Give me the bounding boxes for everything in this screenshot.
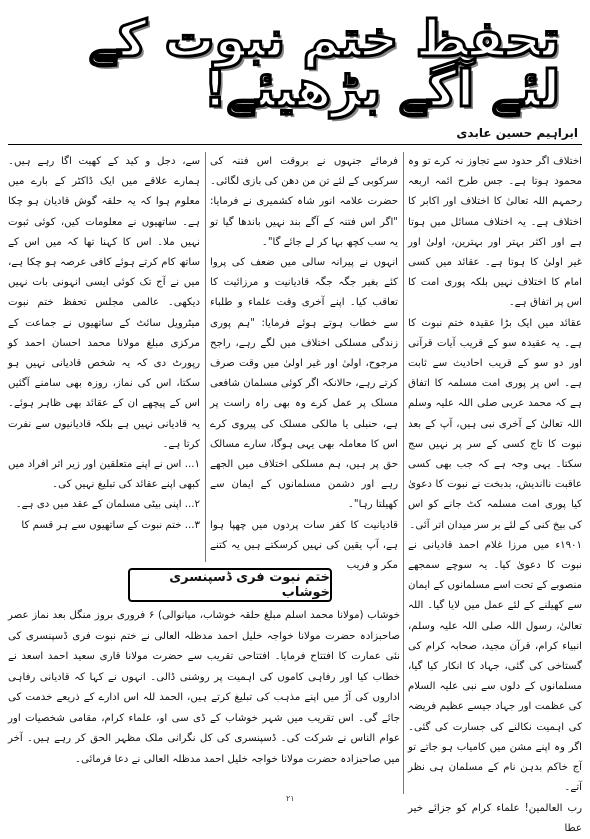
news-box: [8, 568, 400, 794]
list-item: ۱... اس نے اپنے متعلقین اور زیر اثر افراد میں کبھی اپنے عقائد کی تبلیغ نہیں کی۔: [8, 459, 200, 491]
paragraph: انہوں نے پیرانہ سالی میں ضعف کی پروا کئے بغیر جگہ جگہ قادیانیت و مرزائیت کا تعاقب کیا۔ اپنے آخری وقت علماء و طلباء سے خطاب ہوتے ہوئے فرمایا: "ہم پوری زندگی مسلکی اختلاف میں لگے رہے، راجح مرجوح، اولیٰ اور غیر اولیٰ میں وقت صرف کرتے رہے، حالانکہ اگر کوئی مسلمان شافعی مسلک پر عمل کرے وہ بھی راہ راست پر ہے، حنبلی یا مالکی مسلک کی پیروی کرے اس کا معاملہ بھی یہی ہوگا، سارے مسالک حق پر ہیں، ہم مسلکی اختلاف میں الجھے رہے اور دشمن مسلمانوں کے ایمان سے کھیلتا رہا"۔: [210, 257, 398, 511]
article-headline: تحفظ ختم نبوت کے لئے آگے بڑھیئے!: [88, 10, 560, 118]
paragraph: ۱۹۰۱ء میں مرزا غلام احمد قادیانی نے نبوت کا دعویٰ کیا۔ یہ سوچے سمجھے منصوبے کے تحت اسے مسلمانوں کے ایمان سے کھیلنے کے لئے عمل میں لایا گیا۔ اللہ تعالیٰ، رسول اللہ صلی اللہ علیہ وسلم، انبیاء کرام، قرآن مجید، صحابہ کرام کی گستاخی کی گئی، جہاد کا انکار کیا گیا، مسلمانوں کے دلوں سے نبی علیہ السلام کی عظمت اور جہاد جیسے عظیم فریضہ کی اہمیت نکالنے کی جسارت کی گئی۔ اگر وہ اپنے مشن میں کامیاب ہو جاتے تو آج خاکم بدہن نام کے مسلمان ہی نظر آتے۔: [408, 539, 582, 794]
list-item: ۳... ختم نبوت کے ساتھیوں سے ہر قسم کا: [21, 519, 200, 531]
list-item: ۲... اپنی بیٹی مسلمان کے عقد میں دی ہے۔: [15, 499, 200, 511]
column-divider: [403, 152, 404, 794]
news-box-title: ختم نبوت فری ڈسپنسری خوشاب: [128, 568, 332, 602]
paragraph: فرمائے جنہوں نے بروقت اس فتنہ کی سرکوبی کے لئے تن من دھن کی بازی لگائی۔ حضرت علامہ انور شاہ کشمیری نے فرمایا: "اگر اس فتنہ کے آگے بند نہیں باندھا گیا تو یہ سب کچھ بہا کر لے جائے گا"۔: [210, 156, 398, 248]
paragraph: سے، دجل و کید کے کھیت اگا رہے ہیں۔ ہمارے علاقے میں ایک ڈاکٹر کے بارے میں معلوم ہوا کہ یہ حلقہ گوش قادیان ہو چکا ہے۔ ساتھیوں نے معلومات کیں، کوئی ثبوت نہیں ملا۔ اس کا کہنا تھا کہ میں اس کے ساتھ کام کرتے ہوئے کافی عرصہ ہو چکا ہے، میں نے آج تک کوئی ایسی انہونی بات نہیں دیکھی۔ عالمی مجلس تحفظ ختم نبوت میٹرویل سائٹ کے ساتھیوں نے جماعت کے مرکزی مبلغ مولانا محمد احسان احمد کو رپورٹ دی کہ یہ شخص قادیانی نہیں ہو سکتا، اس کی نماز، روزہ بھی سامنے آگئیں اس کے پیچھے ان کے عقائد بھی ظاہر ہوئے۔ یہ قادیانی نہیں ہے بلکہ قادیانیوں سے نفرت کرتا ہے۔: [8, 156, 200, 450]
header-rule: [8, 144, 582, 145]
column-divider: [205, 152, 206, 562]
article-column-left: [8, 152, 200, 562]
article-column-right: [408, 152, 582, 834]
page-number: ۲۱: [286, 794, 295, 803]
paragraph: اختلاف اگر حدود سے تجاوز نہ کرے تو وہ محمود ہوتا ہے۔ جس طرح ائمہ اربعہ رحمہم اللہ تعالیٰ کا اختلاف اور اکابر کا اختلاف ہے۔ یہ اختلاف مسائل میں ہوتا ہے اور اکثر بہتر اور بہترین، اولیٰ اور غیر اولیٰ کا ہوتا ہے۔ عقائد میں کسی امام کا اختلاف نہیں بلکہ پوری امت کا اس پر اتفاق ہے۔: [408, 156, 582, 309]
paragraph: عقائد میں ایک بڑا عقیدہ ختم نبوت کا ہے۔ یہ عقیدہ سو کے قریب آیات قرآنی اور دو سو کے قریب احادیث سے ثابت ہے۔ اس پر پوری امت مسلمہ کا اتفاق ہے کہ محمد عربی صلی اللہ علیہ وسلم اللہ تعالیٰ کے آخری نبی ہیں، آپ کے بعد نبوت کا تاج کسی کے سر پر نہیں سج سکتا۔ یہی وجہ ہے کہ جب بھی کسی عاقبت نااندیش، بدبخت نے نبوت کا دعویٰ کیا پوری امت مسلمہ کٹ جانے کو اس کی بیخ کنی کے لئے بر سر میدان اتر آئی۔: [408, 317, 582, 531]
paragraph: قادیانیت کا کفر سات پردوں میں چھپا ہوا ہے، آپ یقین کی نہیں کرسکتے ہیں یہ کتنے مکر و فریب: [210, 519, 398, 572]
paragraph: رب العالمین! علماء کرام کو جزائے خیر عطا: [408, 802, 582, 834]
article-column-middle: [210, 152, 398, 572]
news-box-body: خوشاب (مولانا محمد اسلم مبلغ حلقہ خوشاب، میانوالی) ۶ فروری بروز منگل بعد نماز عصر صاحبزادہ حضرت مولانا خواجہ خلیل احمد مدظلہ العالی نے ختم نبوت فری ڈسپنسری کی نئی عمارت کا افتتاح فرمایا۔ افتتاحی تقریب سے حضرت مولانا قاری سعید احمد اسعد نے خطاب کیا اور رفاہی کاموں کی اہمیت پر روشنی ڈالی۔ انہوں نے کہا کہ قادیانی رفاہی اداروں کی آڑ میں اپنے مذہب کی تبلیغ کرتے ہیں، الحمد للہ اس ادارے کے ذریعے خدمت کی جائے گی۔ اس تقریب میں شہر خوشاب کے ڈی سی او، علماء کرام، مقامی شخصیات اور عوام الناس نے شرکت کی۔ ڈسپنسری کی کل نگرانی ملک مظہر الحق کر رہے ہیں۔ آخر میں صاحبزادہ حضرت مولانا خواجہ خلیل احمد مدظلہ العالی نے دعا فرمائی۔: [8, 610, 400, 765]
article-byline: ابراہیم حسین عابدی: [456, 126, 578, 140]
